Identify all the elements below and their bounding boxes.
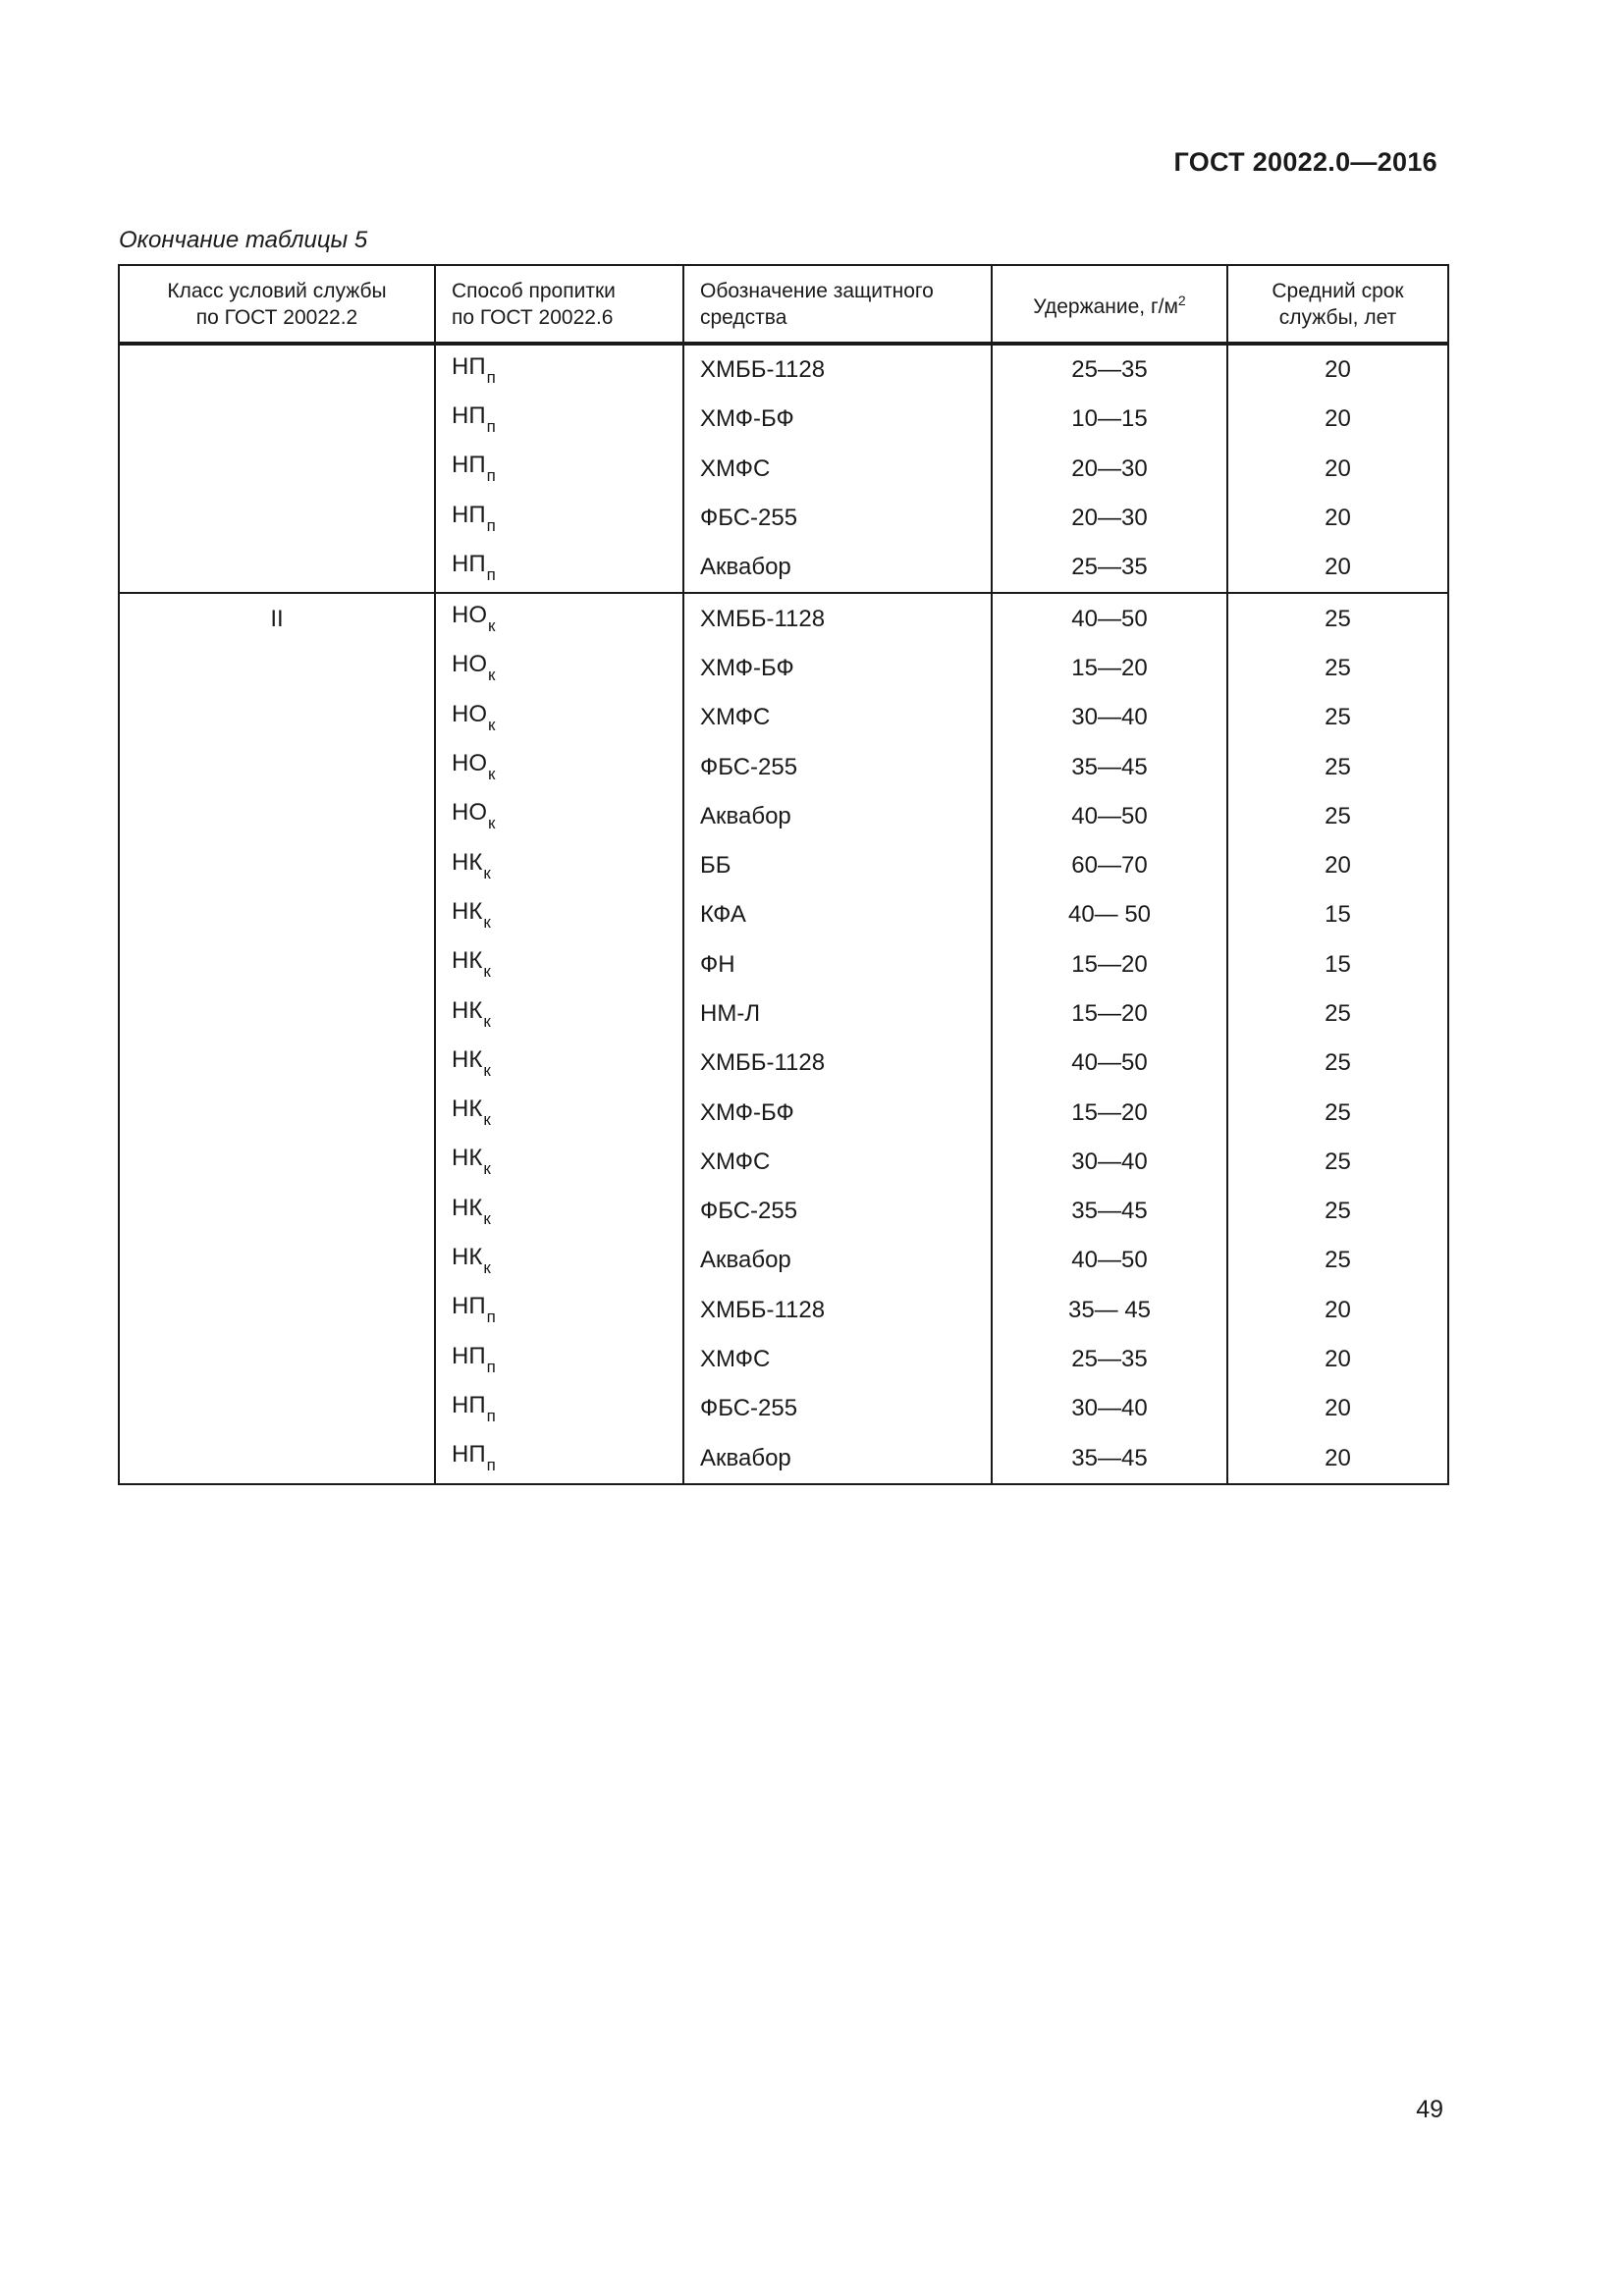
method-code: НК bbox=[452, 947, 483, 975]
service-life-cell: 25 bbox=[1227, 1088, 1448, 1137]
column-header-line: по ГОСТ 20022.6 bbox=[452, 305, 614, 329]
method-subscript: к bbox=[483, 863, 491, 882]
protective-agent-cell: ХМФ-БФ bbox=[683, 1088, 992, 1137]
retention-cell: 20—30 bbox=[992, 445, 1227, 494]
retention-cell: 25—35 bbox=[992, 1335, 1227, 1384]
unit-superscript: 2 bbox=[1177, 293, 1186, 308]
impregnation-method-cell bbox=[435, 792, 683, 841]
service-life-cell: 25 bbox=[1227, 792, 1448, 841]
method-code: НП bbox=[452, 501, 486, 528]
retention-cell: 40— 50 bbox=[992, 890, 1227, 939]
impregnation-method-cell bbox=[435, 1088, 683, 1137]
retention-cell: 15—20 bbox=[992, 644, 1227, 693]
service-life-table bbox=[118, 264, 1449, 1485]
service-life-cell: 20 bbox=[1227, 395, 1448, 444]
service-life-cell: 20 bbox=[1227, 445, 1448, 494]
retention-cell: 25—35 bbox=[992, 543, 1227, 593]
method-subscript: п bbox=[486, 1357, 496, 1376]
method-code: НК bbox=[452, 1045, 483, 1073]
protective-agent-cell: ХМФС bbox=[683, 445, 992, 494]
impregnation-method-cell bbox=[435, 989, 683, 1039]
impregnation-method-cell bbox=[435, 1236, 683, 1285]
service-class-cell bbox=[119, 345, 435, 593]
impregnation-method-cell bbox=[435, 940, 683, 989]
table-header-row bbox=[119, 265, 1448, 343]
retention-cell: 40—50 bbox=[992, 792, 1227, 841]
method-subscript: п bbox=[486, 367, 496, 387]
retention-cell: 35—45 bbox=[992, 1434, 1227, 1484]
service-life-cell: 25 bbox=[1227, 1039, 1448, 1088]
method-code: НП bbox=[452, 1391, 486, 1418]
retention-cell: 15—20 bbox=[992, 940, 1227, 989]
protective-agent-cell: ФБС-255 bbox=[683, 1187, 992, 1236]
retention-cell: 40—50 bbox=[992, 593, 1227, 643]
impregnation-method-cell bbox=[435, 543, 683, 593]
method-subscript: к bbox=[488, 666, 496, 685]
table-row bbox=[119, 593, 1448, 643]
column-header-line: Средний срок bbox=[1272, 279, 1404, 302]
method-code: НК bbox=[452, 848, 483, 876]
method-code: НК bbox=[452, 1243, 483, 1270]
service-life-cell: 25 bbox=[1227, 1187, 1448, 1236]
method-subscript: п bbox=[486, 1406, 496, 1425]
retention-cell: 25—35 bbox=[992, 345, 1227, 395]
service-life-cell: 20 bbox=[1227, 1384, 1448, 1433]
column-header-line: службы, лет bbox=[1278, 305, 1397, 329]
impregnation-method-cell bbox=[435, 742, 683, 791]
service-life-cell: 20 bbox=[1227, 1286, 1448, 1335]
service-life-cell: 25 bbox=[1227, 693, 1448, 742]
method-subscript: к bbox=[483, 1011, 491, 1031]
impregnation-method-cell bbox=[435, 1187, 683, 1236]
method-subscript: к bbox=[483, 1159, 491, 1179]
page-number: 49 bbox=[1416, 2096, 1443, 2123]
protective-agent-cell: ХМФС bbox=[683, 693, 992, 742]
retention-cell: 60—70 bbox=[992, 841, 1227, 890]
impregnation-method-cell bbox=[435, 1434, 683, 1484]
method-subscript: к bbox=[488, 715, 496, 734]
retention-cell: 40—50 bbox=[992, 1236, 1227, 1285]
service-life-cell: 15 bbox=[1227, 940, 1448, 989]
method-code: НО bbox=[452, 651, 487, 678]
protective-agent-cell: Аквабор bbox=[683, 543, 992, 593]
impregnation-method-cell bbox=[435, 693, 683, 742]
impregnation-method-cell bbox=[435, 445, 683, 494]
method-code: НП bbox=[452, 401, 486, 429]
service-life-cell: 20 bbox=[1227, 1434, 1448, 1484]
protective-agent-cell: ФБС-255 bbox=[683, 1384, 992, 1433]
method-subscript: п bbox=[486, 564, 496, 584]
impregnation-method-cell bbox=[435, 1384, 683, 1433]
retention-cell: 30—40 bbox=[992, 1384, 1227, 1433]
document-code: ГОСТ 20022.0—2016 bbox=[1173, 147, 1437, 177]
method-code: НП bbox=[452, 1342, 486, 1369]
impregnation-method-cell bbox=[435, 890, 683, 939]
retention-cell: 15—20 bbox=[992, 989, 1227, 1039]
method-subscript: к bbox=[483, 912, 491, 932]
protective-agent-cell: ФБС-255 bbox=[683, 742, 992, 791]
impregnation-method-cell bbox=[435, 841, 683, 890]
method-subscript: п bbox=[486, 1456, 496, 1475]
method-code: НП bbox=[452, 1441, 486, 1468]
service-class-cell: II bbox=[119, 593, 435, 1483]
protective-agent-cell: Аквабор bbox=[683, 1434, 992, 1484]
impregnation-method-cell bbox=[435, 395, 683, 444]
protective-agent-cell: ХМФ-БФ bbox=[683, 395, 992, 444]
protective-agent-cell: ФН bbox=[683, 940, 992, 989]
column-header-line: Способ пропитки bbox=[452, 279, 616, 302]
protective-agent-cell: Аквабор bbox=[683, 1236, 992, 1285]
column-header-method bbox=[435, 265, 683, 343]
service-life-cell: 20 bbox=[1227, 543, 1448, 593]
method-code: НО bbox=[452, 700, 487, 727]
impregnation-method-cell bbox=[435, 644, 683, 693]
method-code: НП bbox=[452, 452, 486, 479]
column-header-line: средства bbox=[700, 305, 787, 329]
service-life-cell: 20 bbox=[1227, 841, 1448, 890]
retention-cell: 40—50 bbox=[992, 1039, 1227, 1088]
service-life-cell: 25 bbox=[1227, 1138, 1448, 1187]
protective-agent-cell: КФА bbox=[683, 890, 992, 939]
method-subscript: п bbox=[486, 466, 496, 486]
protective-agent-cell: НМ-Л bbox=[683, 989, 992, 1039]
service-life-cell: 25 bbox=[1227, 989, 1448, 1039]
method-subscript: п bbox=[486, 416, 496, 436]
impregnation-method-cell bbox=[435, 345, 683, 395]
method-subscript: к bbox=[488, 616, 496, 636]
method-subscript: п bbox=[486, 515, 496, 535]
column-header-line: Удержание, г/м bbox=[1033, 295, 1178, 318]
column-header-class bbox=[119, 265, 435, 343]
service-life-cell: 25 bbox=[1227, 593, 1448, 643]
column-header-retention bbox=[992, 265, 1227, 343]
method-code: НП bbox=[452, 1293, 486, 1320]
table-caption: Окончание таблицы 5 bbox=[119, 227, 368, 253]
method-code: НК bbox=[452, 1095, 483, 1123]
method-subscript: к bbox=[483, 1060, 491, 1080]
protective-agent-cell: Аквабор bbox=[683, 792, 992, 841]
column-header-line: Класс условий службы bbox=[167, 279, 387, 302]
protective-agent-cell: ББ bbox=[683, 841, 992, 890]
protective-agent-cell: ФБС-255 bbox=[683, 494, 992, 543]
protective-agent-cell: ХМББ-1128 bbox=[683, 345, 992, 395]
method-subscript: к bbox=[483, 962, 491, 982]
retention-cell: 35— 45 bbox=[992, 1286, 1227, 1335]
method-subscript: п bbox=[486, 1308, 496, 1327]
method-subscript: к bbox=[483, 1208, 491, 1228]
protective-agent-cell: ХМФС bbox=[683, 1138, 992, 1187]
impregnation-method-cell bbox=[435, 1335, 683, 1384]
method-code: НК bbox=[452, 1194, 483, 1221]
retention-cell: 35—45 bbox=[992, 1187, 1227, 1236]
method-code: НК bbox=[452, 1145, 483, 1172]
method-code: НО bbox=[452, 602, 487, 629]
method-subscript: к bbox=[488, 814, 496, 833]
method-code: НО bbox=[452, 750, 487, 777]
impregnation-method-cell bbox=[435, 1138, 683, 1187]
protective-agent-cell: ХМФС bbox=[683, 1335, 992, 1384]
table-body bbox=[119, 345, 1448, 1484]
impregnation-method-cell bbox=[435, 593, 683, 643]
table-row bbox=[119, 345, 1448, 395]
service-life-cell: 20 bbox=[1227, 345, 1448, 395]
method-subscript: к bbox=[488, 765, 496, 784]
method-code: НК bbox=[452, 996, 483, 1024]
retention-cell: 10—15 bbox=[992, 395, 1227, 444]
service-life-cell: 15 bbox=[1227, 890, 1448, 939]
method-code: НП bbox=[452, 352, 486, 380]
protective-agent-cell: ХМФ-БФ bbox=[683, 644, 992, 693]
service-life-cell: 20 bbox=[1227, 494, 1448, 543]
column-header-agent bbox=[683, 265, 992, 343]
column-header-line: Обозначение защитного bbox=[700, 279, 934, 302]
method-subscript: к bbox=[483, 1257, 491, 1277]
impregnation-method-cell bbox=[435, 1039, 683, 1088]
impregnation-method-cell bbox=[435, 494, 683, 543]
column-header-life bbox=[1227, 265, 1448, 343]
protective-agent-cell: ХМББ-1128 bbox=[683, 593, 992, 643]
service-life-cell: 25 bbox=[1227, 1236, 1448, 1285]
method-code: НО bbox=[452, 799, 487, 827]
service-life-cell: 25 bbox=[1227, 644, 1448, 693]
method-subscript: к bbox=[483, 1110, 491, 1130]
protective-agent-cell: ХМББ-1128 bbox=[683, 1286, 992, 1335]
retention-cell: 15—20 bbox=[992, 1088, 1227, 1137]
protective-agent-cell: ХМББ-1128 bbox=[683, 1039, 992, 1088]
retention-cell: 20—30 bbox=[992, 494, 1227, 543]
service-life-cell: 20 bbox=[1227, 1335, 1448, 1384]
retention-cell: 30—40 bbox=[992, 693, 1227, 742]
method-code: НК bbox=[452, 897, 483, 925]
service-life-cell: 25 bbox=[1227, 742, 1448, 791]
impregnation-method-cell bbox=[435, 1286, 683, 1335]
method-code: НП bbox=[452, 550, 486, 577]
retention-cell: 30—40 bbox=[992, 1138, 1227, 1187]
retention-cell: 35—45 bbox=[992, 742, 1227, 791]
column-header-line: по ГОСТ 20022.2 bbox=[195, 305, 358, 329]
